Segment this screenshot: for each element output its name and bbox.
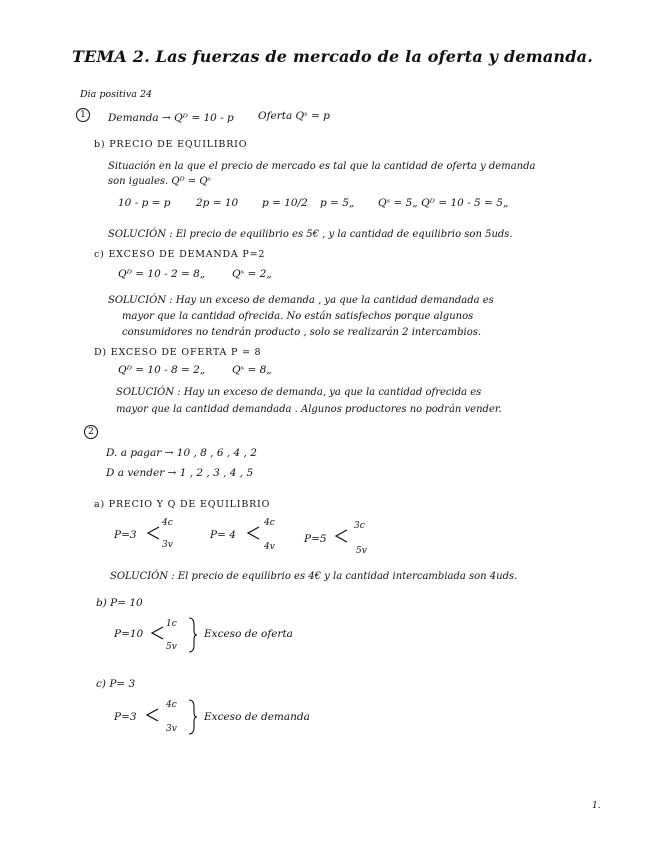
ex2-a-branch-1-top: 4c bbox=[162, 518, 173, 528]
branch-icon bbox=[246, 525, 260, 541]
ex2-b-heading: b) P= 10 bbox=[96, 597, 143, 609]
ex2-c-top: 4c bbox=[166, 700, 177, 710]
ex2-a-branch-3-bottom: 5v bbox=[356, 546, 367, 556]
demand-equation: Demanda → Qᴰ = 10 - p bbox=[108, 112, 234, 124]
exercise-1-number: 1 bbox=[76, 108, 90, 122]
right-brace-icon bbox=[188, 699, 198, 735]
ex2-a-solution: SOLUCIÓN : El precio de equilibrio es 4€ y la cantidad intercambiada son 4uds. bbox=[110, 571, 518, 582]
exercise-2-number: 2 bbox=[84, 425, 98, 439]
ex2-a-branch-2-price: P= 4 bbox=[210, 529, 236, 541]
ex2-b-bottom: 5v bbox=[166, 642, 177, 652]
branch-icon bbox=[145, 707, 159, 723]
ex1-c-solution-2: mayor que la cantidad ofrecida. No están satisfechos porque algunos bbox=[122, 311, 474, 322]
branch-icon bbox=[150, 625, 164, 641]
ex1-b-line2: son iguales. Qᴰ = Qˢ bbox=[108, 176, 211, 187]
ex2-a-branch-2-bottom: 4v bbox=[264, 542, 275, 552]
ex2-a-branch-3-price: P=5 bbox=[304, 533, 327, 545]
ex2-c-label: Exceso de demanda bbox=[204, 711, 310, 723]
ex2-b-price: P=10 bbox=[114, 628, 144, 640]
ex1-c-heading: c) EXCESO DE DEMANDA P=2 bbox=[94, 249, 266, 260]
ex1-b-calc-1: 10 - p = p bbox=[118, 197, 171, 209]
branch-icon bbox=[334, 528, 348, 544]
page-title: TEMA 2. Las fuerzas de mercado de la oferta y demanda. bbox=[72, 47, 593, 66]
ex1-b-line1: Situación en la que el precio de mercado es tal que la cantidad de oferta y demanda bbox=[108, 161, 536, 172]
ex1-b-calc-3: p = 10/2 bbox=[262, 197, 308, 209]
ex1-c-solution-1: SOLUCIÓN : Hay un exceso de demanda , ya que la cantidad demandada es bbox=[108, 295, 494, 306]
ex2-b-label: Exceso de oferta bbox=[204, 628, 293, 640]
ex1-d-calc-2: Qˢ = 8„ bbox=[232, 364, 272, 376]
ex1-d-solution-1: SOLUCIÓN : Hay un exceso de demanda, ya que la cantidad ofrecida es bbox=[116, 387, 482, 398]
supply-equation: Oferta Qˢ = p bbox=[258, 110, 330, 122]
branch-icon bbox=[146, 525, 160, 541]
ex1-c-calc-2: Qˢ = 2„ bbox=[232, 268, 272, 280]
ex2-a-branch-2-top: 4c bbox=[264, 518, 275, 528]
ex2-a-branch-1-bottom: 3v bbox=[162, 540, 173, 550]
willing-to-sell: D a vender → 1 , 2 , 3 , 4 , 5 bbox=[106, 467, 254, 479]
ex1-b-calc-5: Qˢ = 5„ Qᴰ = 10 - 5 = 5„ bbox=[378, 197, 509, 209]
page-number: 1. bbox=[592, 801, 601, 811]
ex1-b-calc-2: 2p = 10 bbox=[196, 197, 239, 209]
ex2-a-heading: a) PRECIO Y Q DE EQUILIBRIO bbox=[94, 499, 271, 510]
ex1-d-heading: D) EXCESO DE OFERTA P = 8 bbox=[94, 347, 262, 358]
willing-to-pay: D. a pagar → 10 , 8 , 6 , 4 , 2 bbox=[106, 447, 257, 459]
ex1-c-calc-1: Qᴰ = 10 - 2 = 8„ bbox=[118, 268, 206, 280]
ex1-d-calc-1: Qᴰ = 10 - 8 = 2„ bbox=[118, 364, 206, 376]
ex2-b-top: 1c bbox=[166, 619, 177, 629]
right-brace-icon bbox=[188, 617, 198, 653]
ex1-c-solution-3: consumidores no tendrán producto , solo se realizarán 2 intercambios. bbox=[122, 327, 482, 338]
ex2-c-heading: c) P= 3 bbox=[96, 678, 136, 690]
ex2-c-bottom: 3v bbox=[166, 724, 177, 734]
slide-reference: Dia positiva 24 bbox=[80, 89, 153, 100]
ex2-c-price: P=3 bbox=[114, 711, 137, 723]
ex1-b-heading: b) PRECIO DE EQUILIBRIO bbox=[94, 139, 248, 150]
ex1-b-calc-4: p = 5„ bbox=[320, 197, 355, 209]
ex1-b-solution: SOLUCIÓN : El precio de equilibrio es 5€ , y la cantidad de equilibrio son 5uds. bbox=[108, 229, 513, 240]
ex2-a-branch-3-top: 3c bbox=[354, 521, 365, 531]
ex2-a-branch-1-price: P=3 bbox=[114, 529, 137, 541]
ex1-d-solution-2: mayor que la cantidad demandada . Algunos productores no podrán vender. bbox=[116, 404, 502, 415]
